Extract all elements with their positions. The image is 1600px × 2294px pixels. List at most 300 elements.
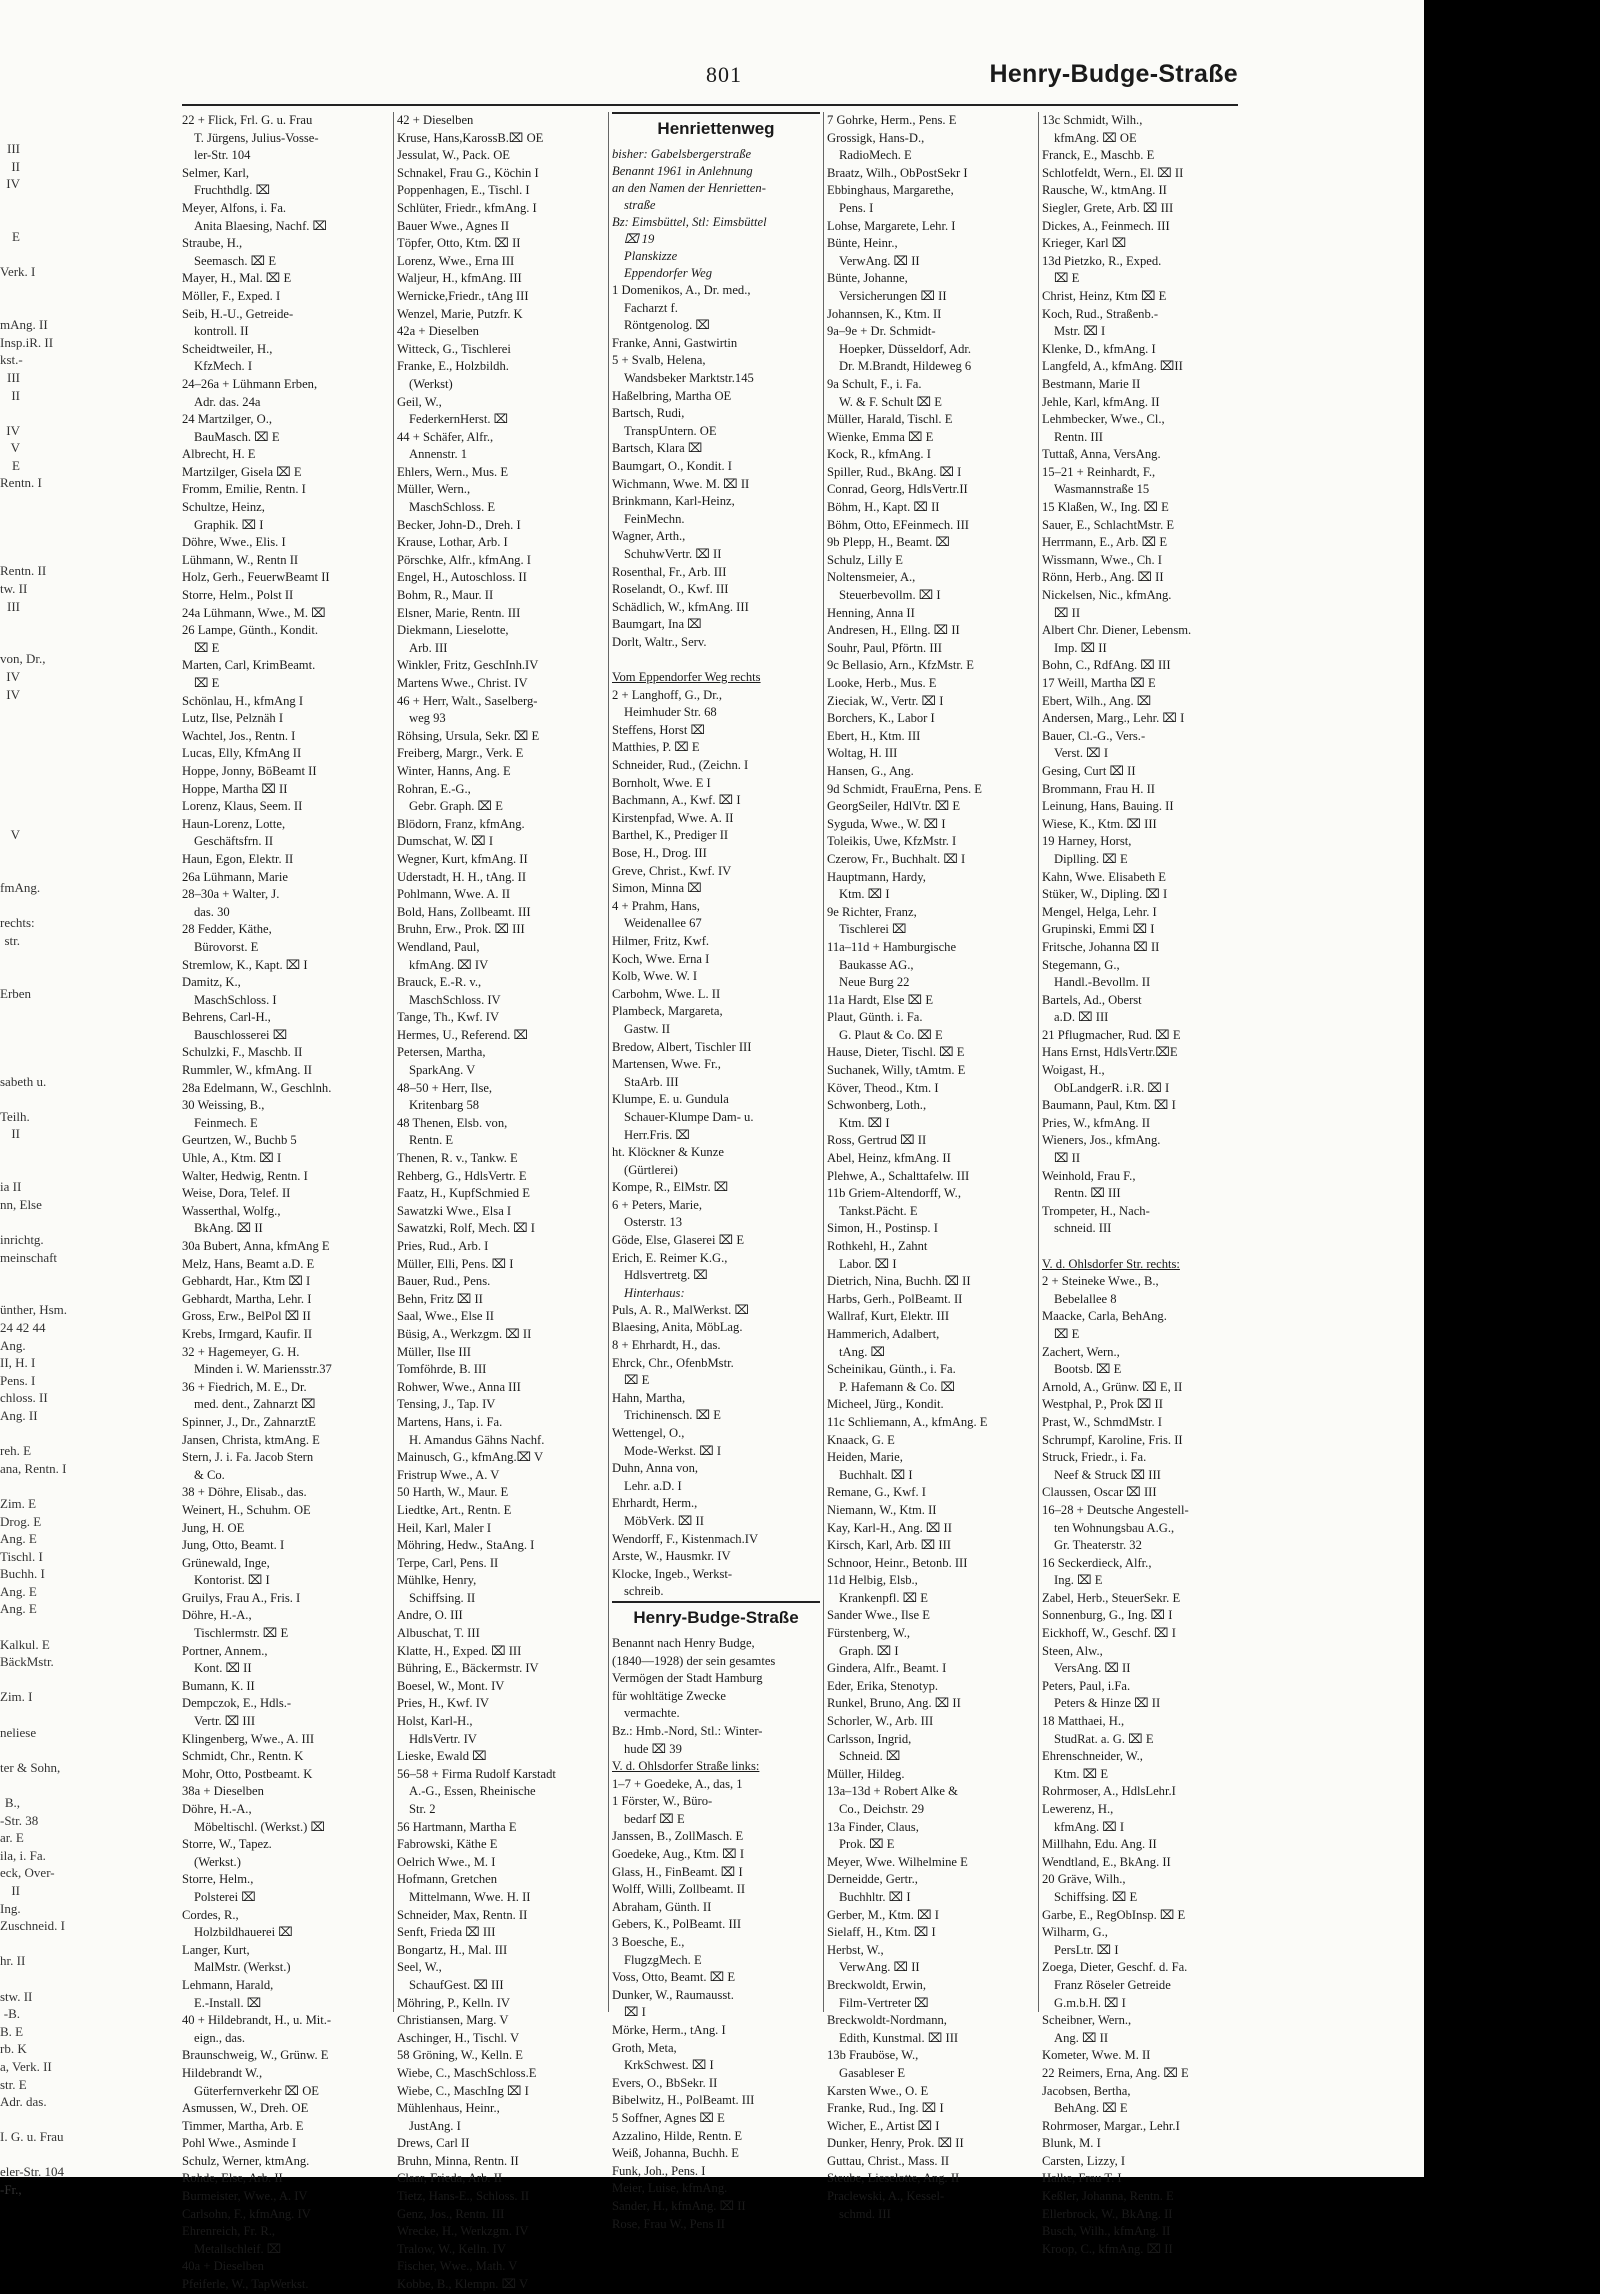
bleed-line xyxy=(0,105,22,123)
directory-entry: 7 Gohrke, Herm., Pens. E xyxy=(827,113,957,127)
directory-entry: Martens Wwe., Christ. IV xyxy=(397,676,528,690)
directory-entry: Niemann, W., Ktm. II xyxy=(827,1502,937,1517)
directory-entry: Harbs, Gerh., PolBeamt. II xyxy=(827,1291,963,1306)
directory-entry: Garbe, E., RegObInsp. ⌧ E xyxy=(1042,1907,1186,1922)
directory-entry: G. Plaut & Co. ⌧ E xyxy=(839,1027,943,1042)
directory-entry: Dempczok, E., Hdls.- xyxy=(182,1696,292,1711)
directory-entry: Jung, Otto, Beamt. I xyxy=(182,1538,285,1553)
bleed-line: -B. xyxy=(3,2006,20,2022)
directory-entry: Ktm. ⌧ I xyxy=(839,887,890,902)
directory-entry: Kirstenpfad, Wwe. A. II xyxy=(612,810,734,825)
directory-entry: Becker, John-D., Dreh. I xyxy=(397,517,521,532)
bleed-line xyxy=(0,123,22,141)
directory-entry: FederkernHerst. ⌧ xyxy=(409,412,509,427)
directory-entry: weg 93 xyxy=(409,711,446,726)
directory-entry: Melz, Hans, Beamt a.D. E xyxy=(182,1256,315,1271)
directory-entry: PersLtr. ⌧ I xyxy=(1054,1942,1119,1957)
directory-entry: MöbVerk. ⌧ II xyxy=(624,1513,704,1528)
directory-entry: Czerow, Fr., Buchhalt. ⌧ I xyxy=(827,851,966,866)
directory-entry: Sawatzki Wwe., Elsa I xyxy=(397,1203,512,1218)
directory-entry: Barthel, K., Prediger II xyxy=(612,828,729,843)
directory-entry: Funk, Joh., Pens. I xyxy=(612,2163,706,2178)
bleed-line: ila, i. Fa. xyxy=(0,1847,46,1863)
directory-entry: 28–30a + Walter, J. xyxy=(182,887,280,902)
directory-entry: Dr. M.Brandt, Hildeweg 6 xyxy=(839,359,972,374)
street-note: Benannt 1961 in Anlehnung xyxy=(612,164,753,178)
directory-entry: kontroll. II xyxy=(194,324,249,339)
directory-entry: Lohse, Margarete, Lehr. I xyxy=(827,218,956,233)
directory-entry: 50 Harth, W., Maur. E xyxy=(397,1485,509,1500)
directory-entry: kfmAng. ⌧ IV xyxy=(409,957,489,972)
directory-entry: Liedtke, Art., Rentn. E xyxy=(397,1502,512,1517)
bleed-line xyxy=(0,527,22,545)
directory-entry: Burmeister, Wwe., A. IV xyxy=(182,2189,308,2204)
directory-entry: BkAng. ⌧ II xyxy=(194,1221,263,1236)
bleed-line xyxy=(0,950,22,968)
directory-entry: Hoepker, Düsseldorf, Adr. xyxy=(839,341,972,356)
directory-entry: Wenzel, Marie, Putzfr. K xyxy=(397,306,523,321)
directory-entry: Wissmann, Wwe., Ch. I xyxy=(1042,552,1162,567)
bleed-line: ünther, Hsm. xyxy=(0,1302,67,1318)
directory-entry: Poppenhagen, E., Tischl. I xyxy=(397,183,530,198)
directory-entry: Gastw. II xyxy=(624,1021,671,1036)
directory-entry: ⌧ II xyxy=(1054,1151,1081,1166)
directory-entry: Klumpe, E. u. Gundula xyxy=(612,1092,729,1107)
directory-entry: Kritenbarg 58 xyxy=(409,1098,480,1113)
directory-entry: FeinMechn. xyxy=(624,511,685,526)
directory-entry: Dickes, A., Feinmech. III xyxy=(1042,218,1170,233)
directory-entry: Wettengel, O., xyxy=(612,1426,685,1440)
directory-entry: Str. 2 xyxy=(409,1802,436,1816)
directory-entry: Conrad, Georg, HdlsVertr.II xyxy=(827,482,968,497)
directory-entry: Haun-Lorenz, Lotte, xyxy=(182,816,286,831)
directory-entry: Rohwer, Wwe., Anna III xyxy=(397,1379,521,1394)
bleed-line: Adr. das. xyxy=(0,2094,47,2110)
directory-entry: ⌧ I xyxy=(624,2005,646,2020)
directory-entry: Elsner, Marie, Rentn. III xyxy=(397,605,521,620)
directory-entry: VerwAng. ⌧ II xyxy=(839,253,920,268)
directory-entry: 30 Weissing, B., xyxy=(182,1098,265,1113)
directory-entry: Lewerenz, H., xyxy=(1042,1802,1114,1816)
directory-entry: bedarf ⌧ E xyxy=(624,1811,685,1826)
directory-entry: T. Jürgens, Julius-Vosse- xyxy=(194,130,319,145)
directory-entry: MaschSchloss. I xyxy=(194,992,277,1007)
directory-entry: Hansen, G., Ang. xyxy=(827,763,914,778)
directory-entry: (Werkst) xyxy=(409,376,453,391)
bleed-line: chloss. II xyxy=(0,1390,48,1406)
bleed-line: hr. II xyxy=(0,1953,26,1969)
bleed-line: inrichtg. xyxy=(0,1232,44,1247)
directory-entry: Bauer, Cl.-G., Vers.- xyxy=(1042,728,1146,743)
directory-entry: Carlsson, Ingrid, xyxy=(827,1731,912,1746)
directory-entry: Carbohm, Wwe. L. II xyxy=(612,986,721,1001)
street-note: Eppendorfer Weg xyxy=(624,266,713,280)
directory-entry: Pens. I xyxy=(839,200,874,215)
bleed-line xyxy=(0,246,22,264)
directory-entry: Nickelsen, Nic., kfmAng. xyxy=(1042,588,1172,603)
directory-entry: Franck, E., Maschb. E xyxy=(1042,148,1155,163)
directory-entry: Bauschlosserei ⌧ xyxy=(194,1027,288,1042)
directory-entry: Arb. III xyxy=(409,640,448,655)
bleed-line xyxy=(0,1161,22,1179)
directory-entry: Gebr. Graph. ⌧ E xyxy=(409,799,503,814)
directory-entry: Janssen, B., ZollMasch. E xyxy=(612,1829,744,1844)
directory-entry: Asmussen, W., Dreh. OE xyxy=(182,2101,309,2116)
directory-entry: 21 Pflugmacher, Rud. ⌧ E xyxy=(1042,1027,1181,1042)
directory-entry: Geurtzen, W., Buchb 5 xyxy=(182,1133,297,1148)
bleed-line: Insp.iR. II xyxy=(0,334,54,350)
bleed-line: fmAng. xyxy=(0,880,41,896)
directory-entry: Scheibner, Wern., xyxy=(1042,2013,1132,2028)
directory-entry: Keßler, Johanna, Rentn. E xyxy=(1042,2189,1174,2204)
directory-entry: Wallraf, Kurt, Elektr. III xyxy=(827,1309,950,1324)
directory-entry: Christ, Heinz, Ktm ⌧ E xyxy=(1042,288,1167,303)
directory-entry: Müller, Elli, Pens. ⌧ I xyxy=(397,1256,514,1271)
directory-entry: Schulz, Werner, ktmAng. xyxy=(182,2153,310,2168)
directory-entry: Stegemann, G., xyxy=(1042,957,1120,972)
bleed-line: ana, Rentn. I xyxy=(0,1460,67,1476)
directory-entry: Verst. ⌧ I xyxy=(1054,746,1109,761)
directory-entry: 1–7 + Goedeke, A., das, 1 xyxy=(612,1776,743,1791)
directory-entry: Wagner, Arth., xyxy=(612,529,686,544)
directory-entry: Bredow, Albert, Tischler III xyxy=(612,1039,752,1054)
bleed-line: -Str. 38 xyxy=(0,1812,39,1828)
directory-entry: 5 Soffner, Agnes ⌧ E xyxy=(612,2110,725,2125)
directory-entry: 6 + Peters, Marie, xyxy=(612,1197,702,1212)
directory-entry: Borchers, K., Labor I xyxy=(827,711,935,726)
directory-entry: Schultze, Heinz, xyxy=(182,500,265,515)
directory-entry: Henning, Anna II xyxy=(827,605,915,620)
directory-entry: Tischlermstr. ⌧ E xyxy=(194,1626,289,1641)
directory-entry: 4 + Prahm, Hans, xyxy=(612,898,700,913)
directory-entry: kfmAng. ⌧ I xyxy=(1054,1819,1125,1834)
directory-entry: Döhre, H.-A., xyxy=(182,1802,252,1816)
directory-entry: Knaack, G. E xyxy=(827,1432,895,1447)
directory-entry: Jansen, Christa, ktmAng. E xyxy=(182,1432,320,1447)
directory-entry: SchaufGest. ⌧ III xyxy=(409,1977,504,1992)
bleed-line: Rentn. I xyxy=(0,475,42,491)
bleed-line: -Fr., xyxy=(0,2182,22,2198)
directory-entry: Ktm. ⌧ I xyxy=(839,1115,890,1130)
directory-entry: Tischlerei ⌧ xyxy=(839,922,907,937)
directory-entry: Martens, Hans, i. Fa. xyxy=(397,1414,503,1429)
directory-entry: Ebert, H., Ktm. III xyxy=(827,728,921,743)
running-head: Henry-Budge-Straße xyxy=(989,60,1238,88)
directory-entry: Lehmann, Harald, xyxy=(182,1977,274,1992)
directory-entry: Krieger, Karl ⌧ xyxy=(1042,236,1127,251)
bleed-line xyxy=(0,809,22,827)
bleed-line: Verk. I xyxy=(0,264,36,280)
directory-entry: Pries, Rud., Arb. I xyxy=(397,1239,489,1253)
directory-entry: Geil, W., xyxy=(397,394,442,409)
directory-entry: Schiffsing. II xyxy=(409,1590,476,1605)
directory-entry: Hoppe, Martha ⌧ II xyxy=(182,781,288,796)
directory-entry: 28a Edelmann, W., Geschlnh. xyxy=(182,1080,332,1095)
directory-entry: Pohl Wwe., Asminde I xyxy=(182,2136,297,2151)
directory-entry: Neue Burg 22 xyxy=(839,975,910,990)
directory-entry: Schneider, Max, Rentn. II xyxy=(397,1907,528,1922)
directory-entry: (1840—1928) der sein gesamtes xyxy=(612,1653,776,1668)
bleed-line xyxy=(0,703,22,721)
directory-entry: Heil, Karl, Maler I xyxy=(397,1520,492,1535)
directory-entry: Schrumpf, Karoline, Fris. II xyxy=(1042,1432,1183,1447)
bleed-line: V xyxy=(10,827,20,843)
directory-entry: Hauptmann, Hardy, xyxy=(827,869,926,884)
directory-entry: Kay, Karl-H., Ang. ⌧ II xyxy=(827,1520,952,1535)
directory-entry: Mohr, Otto, Postbeamt. K xyxy=(182,1766,313,1781)
directory-entry: Tietz, Hans-E., Schloss. II xyxy=(397,2189,530,2204)
directory-entry: Böhm, Otto, EFeinmech. III xyxy=(827,517,970,532)
directory-entry: Klingenberg, Wwe., A. III xyxy=(182,1731,315,1746)
bleed-line: IV xyxy=(6,686,20,702)
bleed-line: IV xyxy=(6,176,20,192)
bleed-line: rechts: xyxy=(0,915,35,931)
bleed-line: ia II xyxy=(0,1179,22,1195)
directory-entry: Brinkmann, Karl-Heinz, xyxy=(612,494,735,509)
directory-entry: Krause, Lothar, Arb. I xyxy=(397,535,508,550)
directory-entry: Feinmech. E xyxy=(194,1115,258,1130)
directory-entry: Schneid. ⌧ xyxy=(839,1749,901,1764)
directory-entry: Albuschat, T. III xyxy=(397,1626,480,1641)
directory-entry: Claar, Frieda, Arb. II xyxy=(397,2171,503,2186)
directory-entry: Bachmann, A., Kwf. ⌧ I xyxy=(612,793,741,808)
directory-entry: Röhsing, Ursula, Sekr. ⌧ E xyxy=(397,728,540,743)
directory-entry: Büsig, A., Werkzgm. ⌧ II xyxy=(397,1326,532,1341)
directory-entry: Scheinikau, Günth., i. Fa. xyxy=(827,1362,956,1377)
column-4 xyxy=(827,112,1035,2221)
header-rule xyxy=(182,104,1238,106)
directory-entry: Looke, Herb., Mus. E xyxy=(827,676,937,690)
directory-entry: Matthies, P. ⌧ E xyxy=(612,740,700,755)
directory-entry: Prast, W., SchmdMstr. I xyxy=(1042,1414,1163,1429)
directory-entry: 3 Boesche, E., xyxy=(612,1935,685,1950)
directory-entry: ⌧ E xyxy=(624,1373,650,1388)
directory-entry: MalMstr. (Werkst.) xyxy=(194,1960,291,1975)
directory-entry: Straube, H., xyxy=(182,236,243,251)
directory-entry: Haun, Egon, Elektr. II xyxy=(182,851,294,866)
directory-entry: 13a Finder, Claus, xyxy=(827,1819,919,1834)
directory-entry: Diplling. ⌧ E xyxy=(1054,851,1128,866)
bleed-line xyxy=(0,738,22,756)
directory-entry: Lehr. a.D. I xyxy=(624,1478,682,1493)
directory-entry: Martensen, Wwe. Fr., xyxy=(612,1057,721,1072)
directory-entry: Steen, Alw., xyxy=(1042,1643,1103,1658)
directory-entry: 32 + Hagemeyer, G. H. xyxy=(182,1344,300,1359)
directory-entry: Souhr, Paul, Pförtn. III xyxy=(827,640,942,655)
directory-entry: G.m.b.H. ⌧ I xyxy=(1054,1995,1126,2010)
bleed-line: neliese xyxy=(0,1724,37,1740)
directory-entry: Fritsche, Johanna ⌧ II xyxy=(1042,939,1160,954)
bleed-line xyxy=(0,1266,22,1284)
directory-entry: Portner, Annem., xyxy=(182,1643,268,1658)
directory-entry: Zieciak, W., Vertr. ⌧ I xyxy=(827,693,944,708)
directory-entry: Pörschke, Alfr., kfmAng. I xyxy=(397,552,531,567)
directory-entry: Wachtel, Jos., Rentn. I xyxy=(182,728,296,743)
directory-entry: Rehberg, G., HdlsVertr. E xyxy=(397,1168,527,1183)
directory-entry: Ehlers, Wern., Mus. E xyxy=(397,464,509,479)
directory-entry: hude ⌧ 39 xyxy=(624,1741,682,1756)
directory-entry: 26a Lühmann, Marie xyxy=(182,869,288,884)
directory-entry: Schulz, Lilly E xyxy=(827,552,903,567)
directory-entry: Brommann, Frau H. II xyxy=(1042,781,1155,796)
directory-entry: Schnakel, Frau G., Köchin I xyxy=(397,165,539,180)
bleed-line: III xyxy=(7,141,20,157)
directory-entry: VerwAng. ⌧ II xyxy=(839,1960,920,1975)
bleed-line: Pens. I xyxy=(0,1372,36,1388)
directory-entry: Hofmann, Gretchen xyxy=(397,1872,498,1887)
directory-entry: Möhring, Hedw., StaAng. I xyxy=(397,1538,535,1553)
bleed-line xyxy=(0,510,22,528)
directory-entry: Peters, Paul, i.Fa. xyxy=(1042,1678,1131,1693)
directory-entry: Andresen, H., Ellng. ⌧ II xyxy=(827,623,960,638)
directory-entry: Wichmann, Wwe. M. ⌧ II xyxy=(612,476,750,491)
directory-entry: Uhle, A., Ktm. ⌧ I xyxy=(182,1151,282,1166)
directory-entry: Schmidt, Chr., Rentn. K xyxy=(182,1749,304,1764)
directory-entry: Mühlenhaus, Heinr., xyxy=(397,2101,500,2116)
directory-entry: Holst, Karl-H., xyxy=(397,1714,473,1729)
directory-entry: Bünte, Johanne, xyxy=(827,271,908,286)
bleed-line: a, Verk. II xyxy=(0,2058,52,2074)
directory-entry: Fabrowski, Käthe E xyxy=(397,1837,498,1852)
bleed-line: tw. II xyxy=(0,581,28,597)
directory-entry: Langfeld, A., kfmAng. ⌧II xyxy=(1042,359,1183,374)
directory-entry: Bünte, Heinr., xyxy=(827,236,898,251)
directory-entry: Arnold, A., Grünw. ⌧ E, II xyxy=(1042,1379,1183,1394)
directory-entry: 16–28 + Deutsche Angestell- xyxy=(1042,1502,1189,1517)
directory-entry: Rohrmoser, A., HdlsLehr.I xyxy=(1042,1784,1176,1799)
directory-entry: Bestmann, Marie II xyxy=(1042,376,1141,391)
directory-entry: BauMasch. ⌧ E xyxy=(194,429,280,444)
directory-entry: 38 + Döhre, Elisab., das. xyxy=(182,1485,307,1500)
directory-entry: Abraham, Günth. II xyxy=(612,1899,712,1914)
directory-entry: 16 Seckerdieck, Alfr., xyxy=(1042,1555,1152,1570)
bleed-line: I. G. u. Frau xyxy=(0,2129,64,2145)
directory-entry: Versicherungen ⌧ II xyxy=(839,288,947,303)
directory-entry: Andersen, Marg., Lehr. ⌧ I xyxy=(1042,711,1185,726)
bleed-line xyxy=(0,1477,22,1495)
directory-entry: Senft, Frieda ⌧ III xyxy=(397,1925,496,1940)
directory-entry: Hause, Dieter, Tischl. ⌧ E xyxy=(827,1045,965,1060)
directory-entry: Bz.: Hmb.-Nord, Stl.: Winter- xyxy=(612,1723,763,1738)
directory-entry: Blaesing, Anita, MöbLag. xyxy=(612,1320,743,1335)
directory-entry: Buchhltr. ⌧ I xyxy=(839,1889,911,1904)
directory-entry: Weinhold, Frau F., xyxy=(1042,1168,1136,1183)
directory-entry: Gasableser E xyxy=(839,2065,906,2080)
directory-entry: Wiebe, C., MaschIng ⌧ I xyxy=(397,2083,529,2098)
bleed-line xyxy=(0,404,22,422)
directory-entry: Röntgenolog. ⌧ xyxy=(624,318,710,333)
directory-entry: Wolff, Willi, Zollbeamt. II xyxy=(612,1882,746,1897)
directory-entry: Benannt nach Henry Budge, xyxy=(612,1635,755,1650)
bleed-line: III xyxy=(7,369,20,385)
directory-entry: 2 + Langhoff, G., Dr., xyxy=(612,687,723,702)
directory-entry: Ing. ⌧ E xyxy=(1054,1573,1103,1588)
directory-entry: Greve, Christ., Kwf. IV xyxy=(612,863,732,878)
directory-entry: Ebert, Wilh., Ang. ⌧ xyxy=(1042,693,1152,708)
directory-entry: Labor. ⌧ I xyxy=(839,1256,897,1271)
directory-entry: Storre, W., Tapez. xyxy=(182,1837,272,1852)
directory-entry: a.D. ⌧ III xyxy=(1054,1010,1109,1025)
directory-entry: Carsten, Lizzy, I xyxy=(1042,2153,1126,2168)
directory-entry: Freiberg, Margr., Verk. E xyxy=(397,746,524,761)
directory-entry: 11a–11d + Hamburgische xyxy=(827,939,957,954)
directory-entry: Peters & Hinze ⌧ II xyxy=(1054,1696,1161,1711)
directory-entry: Rentn. ⌧ III xyxy=(1054,1186,1121,1201)
directory-entry: Bruhn, Erw., Prok. ⌧ III xyxy=(397,922,525,937)
directory-entry: 56–58 + Firma Rudolf Karstadt xyxy=(397,1766,556,1781)
directory-entry: 26 Lampe, Günth., Kondit. xyxy=(182,623,319,638)
directory-entry: 40 + Hildebrandt, H., u. Mit.- xyxy=(182,2013,332,2028)
directory-entry: Tange, Th., Kwf. IV xyxy=(397,1010,500,1025)
directory-entry: Oelrich Wwe., M. I xyxy=(397,1854,496,1869)
bleed-line: V xyxy=(10,440,20,456)
directory-entry: Spiller, Rud., BkAng. ⌧ I xyxy=(827,464,962,479)
directory-entry: Engel, H., Autoschloss. II xyxy=(397,570,527,585)
directory-entry: Lieske, Ewald ⌧ xyxy=(397,1749,487,1764)
directory-entry: 15–21 + Reinhardt, F., xyxy=(1042,464,1156,479)
directory-entry: Dumschat, W. ⌧ I xyxy=(397,834,494,849)
column-divider xyxy=(823,112,824,2012)
directory-entry: 24a Lühmann, Wwe., M. ⌧ xyxy=(182,605,326,620)
directory-entry: Carlsohn, F., kfmAng. IV xyxy=(182,2206,311,2221)
directory-entry: Witteck, G., Tischlerei xyxy=(397,341,511,356)
directory-entry: Klatte, H., Exped. ⌧ III xyxy=(397,1643,522,1658)
column-3 xyxy=(612,112,820,2231)
directory-entry: 18 Matthaei, H., xyxy=(1042,1714,1125,1729)
bleed-line: sabeth u. xyxy=(0,1073,47,1089)
directory-entry: Wernicke,Friedr., tAng III xyxy=(397,288,529,303)
directory-entry: Annenstr. 1 xyxy=(409,447,468,462)
directory-entry: Diekmann, Lieselotte, xyxy=(397,623,509,638)
street-note: straße xyxy=(624,198,656,212)
directory-entry: Lehmbecker, Wwe., Cl., xyxy=(1042,412,1165,427)
directory-entry: Sander Wwe., Ilse E xyxy=(827,1608,930,1623)
bleed-line xyxy=(0,545,22,563)
street-note: an den Namen der Henrietten- xyxy=(612,181,766,195)
directory-entry: Handl.-Bevollm. II xyxy=(1054,975,1151,990)
section-subheading: Vom Eppendorfer Weg rechts xyxy=(612,670,761,685)
directory-entry: Gebhardt, Har., Ktm ⌧ I xyxy=(182,1274,311,1289)
directory-entry: Hahn, Martha, xyxy=(612,1390,686,1405)
street-note: Planskizze xyxy=(624,249,678,263)
directory-entry: Hammerich, Adalbert, xyxy=(827,1326,940,1341)
bleed-line xyxy=(0,721,22,739)
directory-entry: Franke, Rud., Ing. ⌧ I xyxy=(827,2101,944,2116)
directory-entry: Co., Deichstr. 29 xyxy=(839,1802,925,1816)
directory-entry: Millhahn, Edu. Ang. II xyxy=(1042,1837,1157,1852)
directory-entry: Edith, Kunstmal. ⌧ III xyxy=(839,2030,959,2045)
bleed-line: str. E xyxy=(0,2076,27,2092)
directory-entry: 1 Domenikos, A., Dr. med., xyxy=(612,283,751,297)
bleed-line xyxy=(0,1284,22,1302)
directory-entry: Langer, Kurt, xyxy=(182,1942,250,1957)
directory-entry: Walter, Hedwig, Rentn. I xyxy=(182,1168,308,1183)
directory-entry: schreib. xyxy=(624,1584,664,1599)
directory-entry: Wienke, Emma ⌧ E xyxy=(827,429,934,444)
bleed-line: stw. II xyxy=(0,1988,33,2004)
directory-entry: Heimhuder Str. 68 xyxy=(624,705,717,720)
directory-entry: Hoppe, Jonny, BöBeamt II xyxy=(182,763,317,778)
directory-entry: Koch, Rud., Straßenb.- xyxy=(1042,306,1159,321)
directory-entry: Grupinski, Emmi ⌧ I xyxy=(1042,922,1155,937)
directory-entry: Vertr. ⌧ III xyxy=(194,1714,256,1729)
directory-entry: Evers, O., BbSekr. II xyxy=(612,2075,718,2090)
directory-entry: Baumgart, O., Kondit. I xyxy=(612,458,732,473)
directory-entry: med. dent., Zahnarzt ⌧ xyxy=(194,1397,316,1412)
directory-entry: Bartsch, Klara ⌧ xyxy=(612,441,703,456)
bleed-line xyxy=(0,1618,22,1636)
street-heading: Henry-Budge-Straße xyxy=(612,1601,820,1635)
